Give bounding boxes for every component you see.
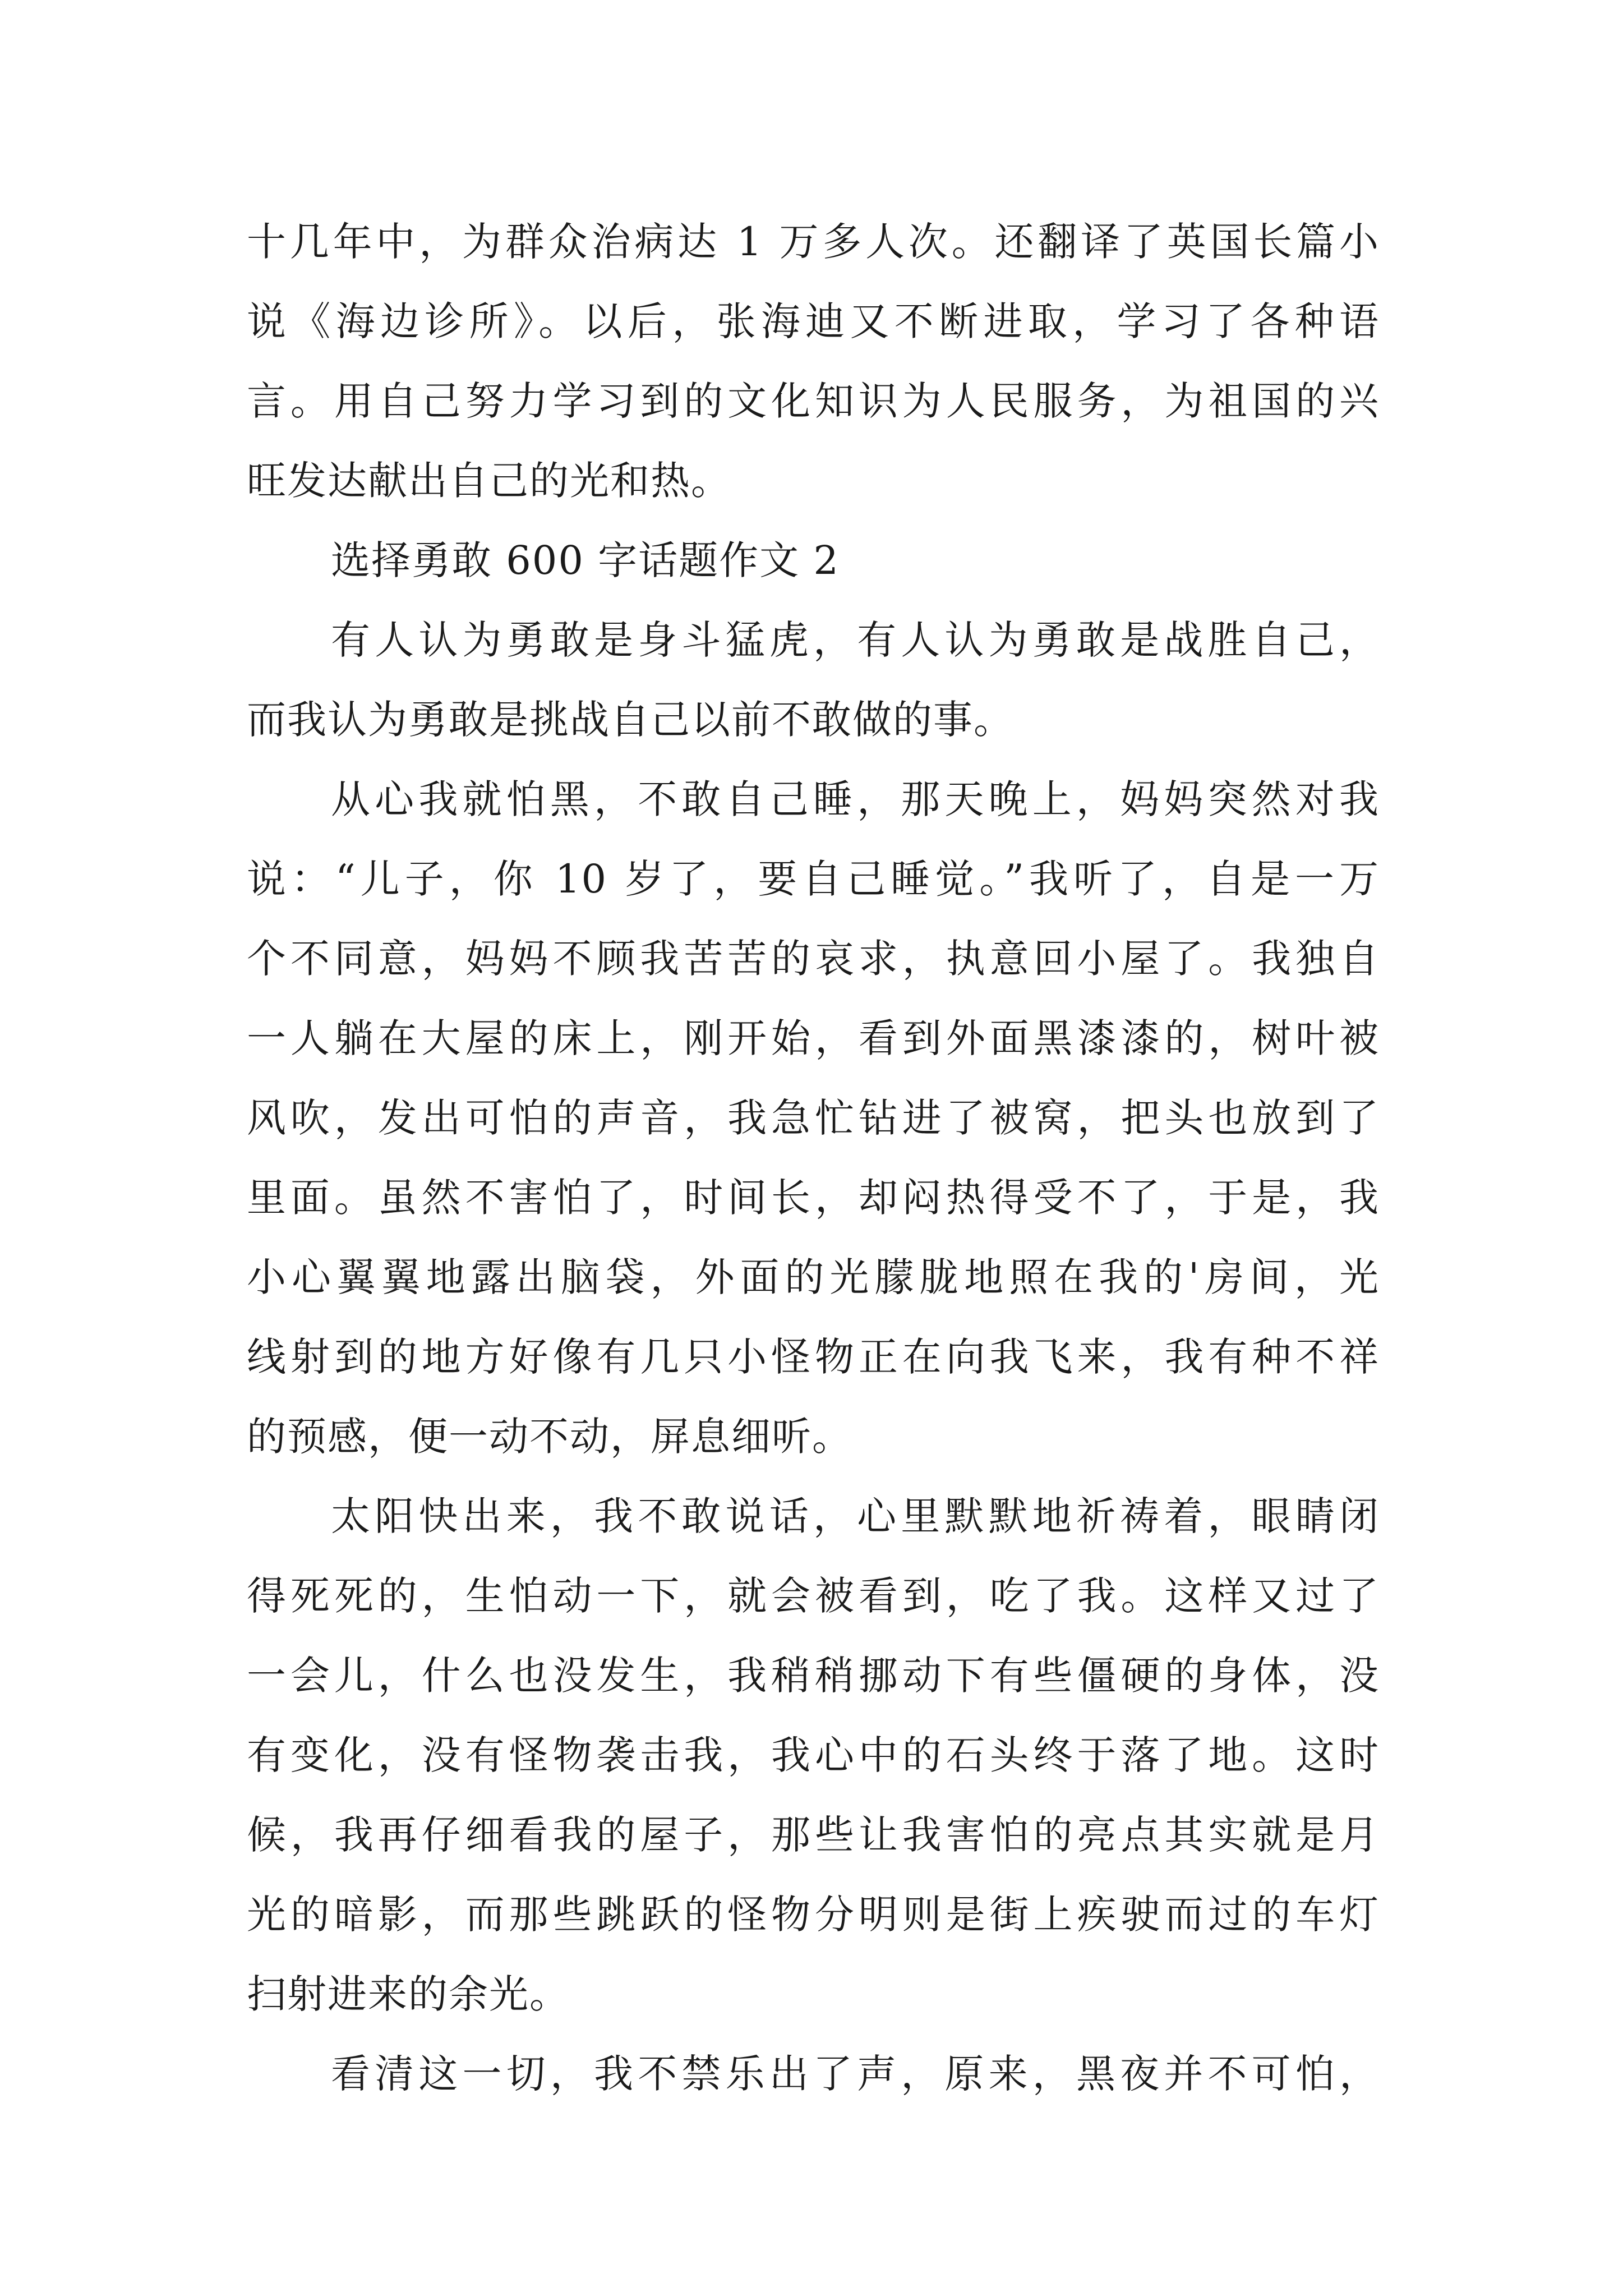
text-line: 小心翼翼地露出脑袋，外面的光朦胧地照在我的'房间，光 bbox=[247, 1254, 1380, 1300]
text-line: 言。用自己努力学习到的文化知识为人民服务，为祖国的兴 bbox=[247, 378, 1380, 424]
text-line: 十几年中，为群众治病达 1 万多人次。还翻译了英国长篇小 bbox=[247, 219, 1380, 265]
text-line: 的预感，便一动不动，屏息细听。 bbox=[247, 1414, 852, 1460]
text-line: 候，我再仔细看我的屋子，那些让我害怕的亮点其实就是月 bbox=[247, 1812, 1380, 1858]
text-line: 一人躺在大屋的床上，刚开始，看到外面黑漆漆的，树叶被 bbox=[247, 1015, 1380, 1061]
text-line: 太阳快出来，我不敢说话，心里默默地祈祷着，眼睛闭 bbox=[331, 1493, 1380, 1539]
text-line: 风吹，发出可怕的声音，我急忙钻进了被窝，把头也放到了 bbox=[247, 1095, 1380, 1141]
text-line: 看清这一切，我不禁乐出了声，原来，黑夜并不可怕， bbox=[331, 2051, 1380, 2097]
text-line: 线射到的地方好像有几只小怪物正在向我飞来，我有种不祥 bbox=[247, 1334, 1380, 1380]
text-line: 个不同意，妈妈不顾我苦苦的哀求，执意回小屋了。我独自 bbox=[247, 936, 1380, 982]
text-line: 里面。虽然不害怕了，时间长，却闷热得受不了，于是，我 bbox=[247, 1175, 1380, 1221]
text-line: 得死死的，生怕动一下，就会被看到，吃了我。这样又过了 bbox=[247, 1573, 1380, 1619]
text-line: 从心我就怕黑，不敢自己睡，那天晚上，妈妈突然对我 bbox=[331, 776, 1380, 822]
text-line: 说《海边诊所》。以后，张海迪又不断进取，学习了各种语 bbox=[247, 298, 1380, 344]
text-line: 一会儿，什么也没发生，我稍稍挪动下有些僵硬的身体，没 bbox=[247, 1653, 1380, 1699]
section-heading: 选择勇敢 600 字话题作文 2 bbox=[331, 537, 840, 583]
document-body bbox=[247, 202, 1380, 2114]
text-line: 有人认为勇敢是身斗猛虎，有人认为勇敢是战胜自己， bbox=[331, 617, 1380, 663]
text-line: 而我认为勇敢是挑战自己以前不敢做的事。 bbox=[247, 697, 1014, 743]
text-line: 旺发达献出自己的光和热。 bbox=[247, 458, 731, 504]
text-line: 扫射进来的余光。 bbox=[247, 1971, 570, 2017]
text-line: 说：“儿子，你 10 岁了，要自己睡觉。”我听了，自是一万 bbox=[247, 856, 1380, 902]
text-line: 有变化，没有怪物袭击我，我心中的石头终于落了地。这时 bbox=[247, 1732, 1380, 1778]
text-line: 光的暗影，而那些跳跃的怪物分明则是街上疾驶而过的车灯 bbox=[247, 1892, 1380, 1938]
